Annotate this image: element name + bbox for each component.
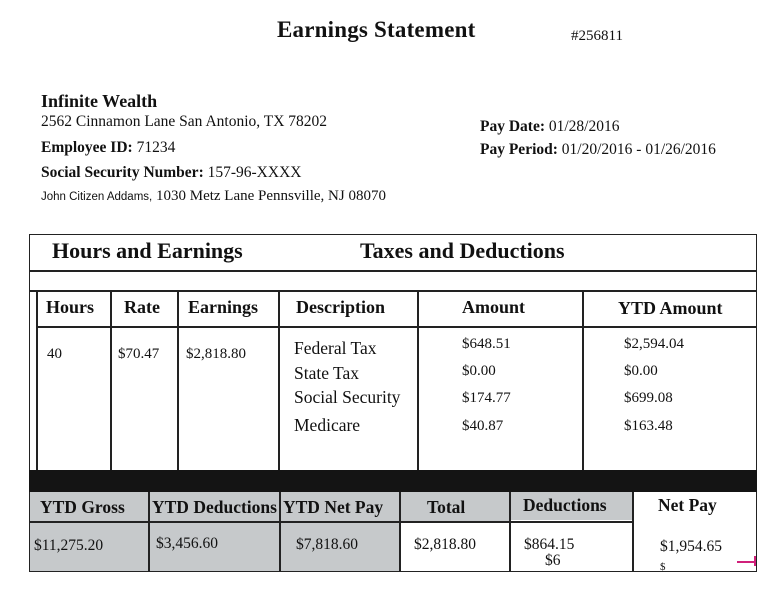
corner-mark bbox=[737, 561, 755, 563]
column-divider bbox=[509, 492, 511, 571]
ytd-net-pay-value: $7,818.60 bbox=[296, 536, 358, 553]
column-divider bbox=[177, 290, 179, 472]
deduction-ytd: $699.08 bbox=[624, 390, 673, 406]
separator-band bbox=[29, 470, 757, 492]
deduction-description: Medicare bbox=[294, 415, 361, 435]
footer-header-deductions: Deductions bbox=[523, 495, 607, 515]
earnings-value: $2,818.80 bbox=[186, 346, 246, 362]
col-header-description: Description bbox=[296, 297, 385, 317]
company-name: Infinite Wealth bbox=[41, 91, 158, 111]
section-taxes-deductions: Taxes and Deductions bbox=[360, 238, 565, 263]
deduction-description: State Tax bbox=[294, 363, 360, 383]
column-divider bbox=[582, 290, 584, 472]
pay-period bbox=[480, 141, 716, 159]
net-pay-value: $1,954.65 bbox=[660, 538, 722, 555]
footer-header-ytd-gross: YTD Gross bbox=[40, 497, 125, 517]
column-divider bbox=[417, 290, 419, 472]
pay-date-value: 01/28/2016 bbox=[548, 118, 620, 135]
deduction-ytd: $163.48 bbox=[624, 418, 673, 434]
deduction-amount: $174.77 bbox=[462, 390, 511, 406]
employee-name: John Citizen Addams, bbox=[41, 191, 153, 203]
col-header-amount: Amount bbox=[462, 297, 526, 317]
corner-mark bbox=[754, 556, 756, 566]
company-address: 2562 Cinnamon Lane San Antonio, TX 78202 bbox=[41, 113, 328, 130]
col-header-hours: Hours bbox=[46, 297, 95, 317]
deduction-amount: $0.00 bbox=[462, 363, 496, 379]
col-header-ytd-amount: YTD Amount bbox=[618, 298, 723, 318]
deductions-overflow-value: $6 bbox=[545, 552, 561, 569]
divider bbox=[29, 270, 757, 272]
column-divider bbox=[632, 492, 634, 571]
employee-address: 1030 Metz Lane Pennsville, NJ 08070 bbox=[155, 188, 386, 204]
ssn-value: 157-96-XXXX bbox=[207, 164, 302, 181]
column-divider bbox=[279, 492, 281, 571]
pay-date bbox=[480, 118, 620, 136]
social-security-number bbox=[41, 164, 301, 182]
deduction-amount: $648.51 bbox=[462, 336, 511, 352]
footer-header-ytd-net-pay: YTD Net Pay bbox=[283, 497, 384, 517]
column-divider bbox=[36, 290, 38, 472]
deduction-amount: $40.87 bbox=[462, 418, 504, 434]
pay-period-label: Pay Period: bbox=[480, 141, 558, 158]
footer-header-net-pay: Net Pay bbox=[658, 495, 717, 515]
col-header-earnings: Earnings bbox=[188, 297, 259, 317]
deduction-ytd: $2,594.04 bbox=[624, 336, 684, 352]
net-pay-overflow-value: $ bbox=[660, 561, 666, 573]
deduction-description: Federal Tax bbox=[294, 338, 377, 358]
column-divider bbox=[110, 290, 112, 472]
deduction-ytd: $0.00 bbox=[624, 363, 658, 379]
footer-header-ytd-deductions: YTD Deductions bbox=[152, 497, 277, 517]
employee-info bbox=[41, 188, 386, 205]
ytd-deductions-value: $3,456.60 bbox=[156, 535, 218, 552]
pay-period-value: 01/20/2016 - 01/26/2016 bbox=[561, 141, 716, 158]
footer-header-total: Total bbox=[427, 497, 466, 517]
deductions-value: $864.15 bbox=[524, 536, 575, 553]
hours-value: 40 bbox=[47, 346, 62, 362]
employee-id-label: Employee ID: bbox=[41, 139, 133, 156]
divider bbox=[29, 290, 757, 292]
deduction-description: Social Security bbox=[294, 387, 401, 407]
employee-id-value: 71234 bbox=[136, 139, 176, 156]
section-hours-earnings: Hours and Earnings bbox=[52, 238, 243, 263]
column-divider bbox=[148, 492, 150, 571]
statement-number: #256811 bbox=[571, 28, 623, 44]
pay-date-label: Pay Date: bbox=[480, 118, 545, 135]
divider bbox=[36, 326, 757, 328]
employee-id bbox=[41, 139, 175, 157]
ssn-label: Social Security Number: bbox=[41, 164, 204, 181]
column-divider bbox=[278, 290, 280, 472]
total-value: $2,818.80 bbox=[414, 536, 476, 553]
divider bbox=[29, 521, 632, 523]
rate-value: $70.47 bbox=[118, 346, 160, 362]
col-header-rate: Rate bbox=[124, 297, 160, 317]
column-divider bbox=[399, 492, 401, 571]
statement-title: Earnings Statement bbox=[277, 17, 476, 42]
ytd-gross-value: $11,275.20 bbox=[34, 537, 104, 554]
